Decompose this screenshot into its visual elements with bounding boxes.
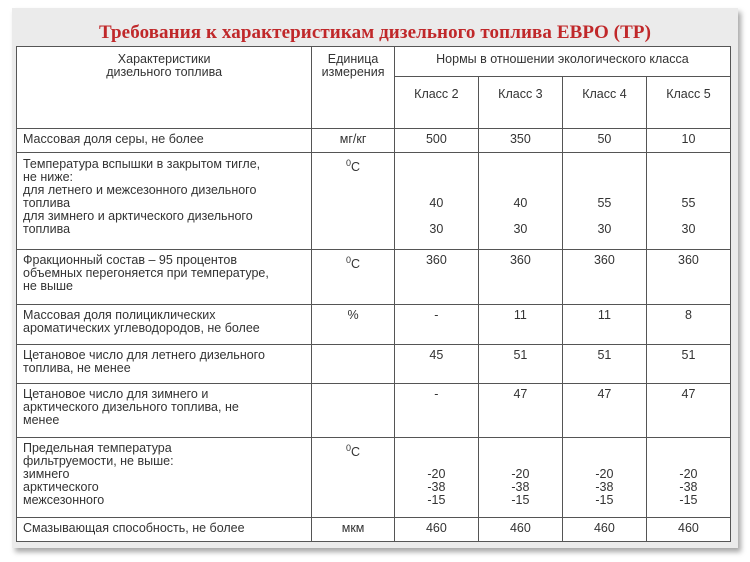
filter-offseason-class-4: -15 bbox=[595, 493, 614, 507]
table-row-flash-point bbox=[17, 153, 731, 250]
table-row-cetane-winter bbox=[17, 384, 731, 438]
flash-winter-class-3: 30 bbox=[513, 222, 528, 236]
polycyclic-label bbox=[17, 305, 312, 345]
polycyclic-label-line1: Массовая доля полициклических bbox=[23, 308, 216, 322]
cetane-summer-label-line2: топлива, не менее bbox=[23, 361, 131, 375]
filterability-label-line3: зимнего bbox=[23, 467, 70, 481]
filterability-class-2 bbox=[394, 438, 478, 518]
fuel-requirements-table bbox=[16, 46, 731, 542]
polycyclic-class-2: - bbox=[394, 305, 478, 345]
fraction-class-4: 360 bbox=[562, 250, 646, 305]
filterability-label-line4: арктического bbox=[23, 480, 99, 494]
cetane-summer-class-4: 51 bbox=[562, 345, 646, 384]
filterability-class-4 bbox=[562, 438, 646, 518]
flash-class-5 bbox=[646, 153, 730, 250]
table-row-polycyclic bbox=[17, 305, 731, 345]
lubricity-class-4: 460 bbox=[562, 518, 646, 542]
filter-winter-class-4: -20 bbox=[595, 467, 614, 481]
filter-winter-class-2: -20 bbox=[427, 467, 446, 481]
fraction-class-3: 360 bbox=[478, 250, 562, 305]
flash-label-line2: не ниже: bbox=[23, 170, 73, 184]
lubricity-class-3: 460 bbox=[478, 518, 562, 542]
flash-label bbox=[17, 153, 312, 250]
header-characteristics-line2: дизельного топлива bbox=[106, 65, 223, 79]
filterability-class-5 bbox=[646, 438, 730, 518]
flash-unit-degree: 0 bbox=[346, 158, 352, 168]
polycyclic-label-line2: ароматических углеводородов, не более bbox=[23, 321, 260, 335]
lubricity-class-2: 460 bbox=[394, 518, 478, 542]
table-row-fraction bbox=[17, 250, 731, 305]
filter-offseason-class-2: -15 bbox=[427, 493, 446, 507]
cetane-winter-label-line3: менее bbox=[23, 413, 60, 427]
table-row-filterability bbox=[17, 438, 731, 518]
fraction-label-line3: не выше bbox=[23, 279, 73, 293]
cetane-winter-class-2: - bbox=[394, 384, 478, 438]
cetane-winter-class-3: 47 bbox=[478, 384, 562, 438]
lubricity-label: Смазывающая способность, не более bbox=[17, 518, 312, 542]
cetane-summer-class-5: 51 bbox=[646, 345, 730, 384]
fraction-unit bbox=[312, 250, 395, 305]
flash-unit bbox=[312, 153, 395, 250]
filterability-label-line1: Предельная температура bbox=[23, 441, 172, 455]
filter-arctic-class-5: -38 bbox=[679, 480, 698, 494]
header-characteristics-line1: Характеристики bbox=[117, 52, 211, 66]
flash-unit-celsius: С bbox=[351, 160, 361, 174]
filter-arctic-class-2: -38 bbox=[427, 480, 446, 494]
polycyclic-class-4: 11 bbox=[562, 305, 646, 345]
fraction-unit-degree: 0 bbox=[346, 255, 352, 265]
table-row-sulfur bbox=[17, 129, 731, 153]
filterability-unit bbox=[312, 438, 395, 518]
fraction-class-5: 360 bbox=[646, 250, 730, 305]
flash-class-4 bbox=[562, 153, 646, 250]
header-unit bbox=[312, 47, 395, 129]
cetane-summer-class-2: 45 bbox=[394, 345, 478, 384]
flash-winter-class-4: 30 bbox=[597, 222, 612, 236]
cetane-winter-class-5: 47 bbox=[646, 384, 730, 438]
flash-summer-class-2: 40 bbox=[429, 196, 444, 210]
lubricity-unit: мкм bbox=[312, 518, 395, 542]
table-row-cetane-summer bbox=[17, 345, 731, 384]
filter-offseason-class-3: -15 bbox=[511, 493, 530, 507]
sulfur-class-4: 50 bbox=[562, 129, 646, 153]
header-unit-line2: измерения bbox=[321, 65, 385, 79]
header-class-5: Класс 5 bbox=[646, 77, 730, 129]
fraction-unit-celsius: С bbox=[351, 257, 361, 271]
flash-summer-class-3: 40 bbox=[513, 196, 528, 210]
cetane-winter-label-line1: Цетановое число для зимнего и bbox=[23, 387, 209, 401]
cetane-winter-unit bbox=[312, 384, 395, 438]
header-norms: Нормы в отношении экологического класса bbox=[394, 47, 730, 77]
header-unit-line1: Единица bbox=[327, 52, 379, 66]
polycyclic-unit: % bbox=[312, 305, 395, 345]
fraction-label-line2: объемных перегоняется при температуре, bbox=[23, 266, 269, 280]
fraction-class-2: 360 bbox=[394, 250, 478, 305]
sulfur-class-2: 500 bbox=[394, 129, 478, 153]
filter-arctic-class-4: -38 bbox=[595, 480, 614, 494]
header-class-4: Класс 4 bbox=[562, 77, 646, 129]
polycyclic-class-3: 11 bbox=[478, 305, 562, 345]
header-row bbox=[17, 47, 731, 77]
header-class-3: Класс 3 bbox=[478, 77, 562, 129]
flash-winter-class-2: 30 bbox=[429, 222, 444, 236]
filterability-unit-celsius: С bbox=[351, 445, 361, 459]
sulfur-class-5: 10 bbox=[646, 129, 730, 153]
flash-label-line1: Температура вспышки в закрытом тигле, bbox=[23, 157, 261, 171]
cetane-summer-class-3: 51 bbox=[478, 345, 562, 384]
filterability-label bbox=[17, 438, 312, 518]
cetane-winter-class-4: 47 bbox=[562, 384, 646, 438]
flash-label-line6: топлива bbox=[23, 222, 71, 236]
table-row-lubricity bbox=[17, 518, 731, 542]
filter-offseason-class-5: -15 bbox=[679, 493, 698, 507]
cetane-summer-unit bbox=[312, 345, 395, 384]
flash-label-line5: для зимнего и арктического дизельного bbox=[23, 209, 253, 223]
header-characteristics bbox=[17, 47, 312, 129]
filter-arctic-class-3: -38 bbox=[511, 480, 530, 494]
flash-label-line3: для летнего и межсезонного дизельного bbox=[23, 183, 257, 197]
flash-label-line4: топлива bbox=[23, 196, 71, 210]
cetane-winter-label bbox=[17, 384, 312, 438]
fraction-label bbox=[17, 250, 312, 305]
fraction-label-line1: Фракционный состав – 95 процентов bbox=[23, 253, 237, 267]
flash-winter-class-5: 30 bbox=[681, 222, 696, 236]
cetane-summer-label-line1: Цетановое число для летнего дизельного bbox=[23, 348, 265, 362]
filterability-unit-degree: 0 bbox=[346, 443, 352, 453]
flash-summer-class-5: 55 bbox=[681, 196, 696, 210]
filter-winter-class-5: -20 bbox=[679, 467, 698, 481]
polycyclic-class-5: 8 bbox=[646, 305, 730, 345]
filterability-label-line2: фильтруемости, не выше: bbox=[23, 454, 174, 468]
cetane-summer-label bbox=[17, 345, 312, 384]
sulfur-unit: мг/кг bbox=[312, 129, 395, 153]
filter-winter-class-3: -20 bbox=[511, 467, 530, 481]
flash-summer-class-4: 55 bbox=[597, 196, 612, 210]
sulfur-label: Массовая доля серы, не более bbox=[17, 129, 312, 153]
filterability-label-line5: межсезонного bbox=[23, 493, 105, 507]
sulfur-class-3: 350 bbox=[478, 129, 562, 153]
flash-class-2 bbox=[394, 153, 478, 250]
header-class-2: Класс 2 bbox=[394, 77, 478, 129]
cetane-winter-label-line2: арктического дизельного топлива, не bbox=[23, 400, 239, 414]
flash-class-3 bbox=[478, 153, 562, 250]
lubricity-class-5: 460 bbox=[646, 518, 730, 542]
slide-title: Требования к характеристикам дизельного топлива ЕВРО (ТР) bbox=[98, 22, 652, 43]
filterability-class-3 bbox=[478, 438, 562, 518]
